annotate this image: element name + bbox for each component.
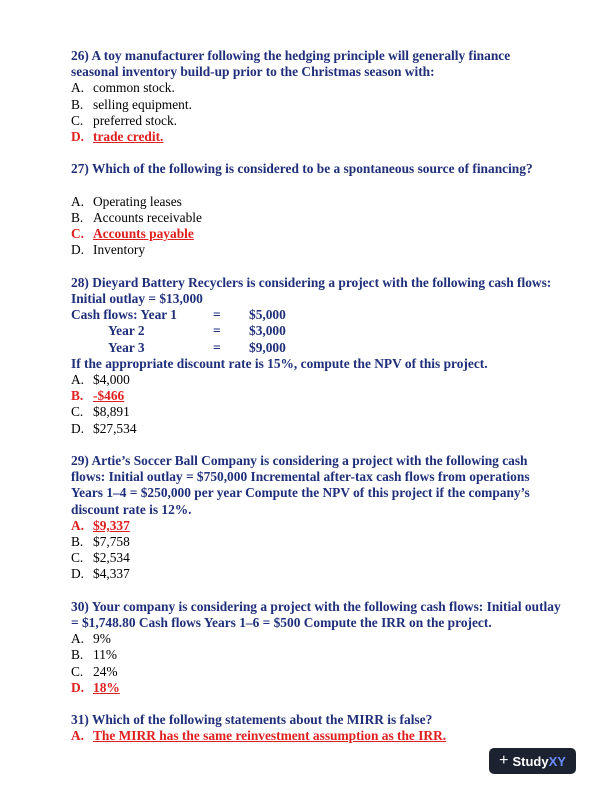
cash-flow-row-year-3: Year 3 = $9,000 xyxy=(108,339,286,355)
cash-flow-row-year-2: Year 2 = $3,000 xyxy=(108,323,286,339)
option-29-b: B. $7,758 xyxy=(71,534,130,550)
brand-name: StudyXY xyxy=(512,753,566,769)
spacer xyxy=(71,259,561,275)
question-29: 29) Artie’s Soccer Ball Company is considering a project with the following cash flows: Initial outlay = $750,000 Incremental after-tax cash flows from operations Years 1–4 = $250,000 per year Compute the NPV of this project if the company’s discount rate is 12%. xyxy=(71,453,530,517)
question-28: 28) Dieyard Battery Recyclers is considering a project with the following cash flows: Initial outlay = $13,000 xyxy=(71,274,552,306)
document-page xyxy=(71,48,561,745)
option-26-c: C. preferred stock. xyxy=(71,112,178,128)
option-29-d: D. $4,337 xyxy=(71,566,130,582)
option-28-d: D. $27,534 xyxy=(71,420,137,436)
option-31-a-correct: A. The MIRR has the same reinvestment assumption as the IRR. xyxy=(71,728,447,744)
option-27-a: A. Operating leases xyxy=(71,193,182,209)
option-27-d: D. Inventory xyxy=(71,242,146,258)
option-26-b: B. selling equipment. xyxy=(71,96,192,112)
option-30-d-correct: D. 18% xyxy=(71,679,120,695)
question-28-prompt: If the appropriate discount rate is 15%, compute the NPV of this project. xyxy=(71,355,488,371)
question-27: 27) Which of the following is considered to be a spontaneous source of financing? xyxy=(71,161,533,177)
spacer xyxy=(71,178,561,194)
option-30-c: C. 24% xyxy=(71,663,118,679)
spacer xyxy=(71,145,561,161)
option-26-d-correct: D. trade credit. xyxy=(71,129,164,145)
question-31: 31) Which of the following statements about the MIRR is false? xyxy=(71,712,433,728)
option-28-a: A. $4,000 xyxy=(71,372,130,388)
studyxy-logo xyxy=(489,748,576,774)
option-30-a: A. 9% xyxy=(71,631,111,647)
option-28-c: C. $8,891 xyxy=(71,404,130,420)
cash-flow-row-year-1: Cash flows: Year 1 = $5,000 xyxy=(71,307,286,323)
spacer xyxy=(71,437,561,453)
question-30: 30) Your company is considering a project with the following cash flows: Initial outlay = $1,748.80 Cash flows Years 1–6 = $500 Compute the IRR on the project. xyxy=(71,598,561,631)
option-26-a: A. common stock. xyxy=(71,80,175,96)
option-29-a-correct: A. $9,337 xyxy=(71,517,130,533)
plus-icon: + xyxy=(499,752,509,769)
option-30-b: B. 11% xyxy=(71,647,118,663)
spacer xyxy=(71,583,561,599)
spacer xyxy=(71,696,561,712)
option-28-b-correct: B. -$466 xyxy=(71,388,125,404)
option-27-b: B. Accounts receivable xyxy=(71,210,202,225)
option-29-c: C. $2,534 xyxy=(71,550,130,566)
question-26: 26) A toy manufacturer following the hedging principle will generally finance seasonal inventory build-up prior to the Christmas season with: xyxy=(71,48,511,80)
option-27-c-correct: C. Accounts payable xyxy=(71,226,194,242)
